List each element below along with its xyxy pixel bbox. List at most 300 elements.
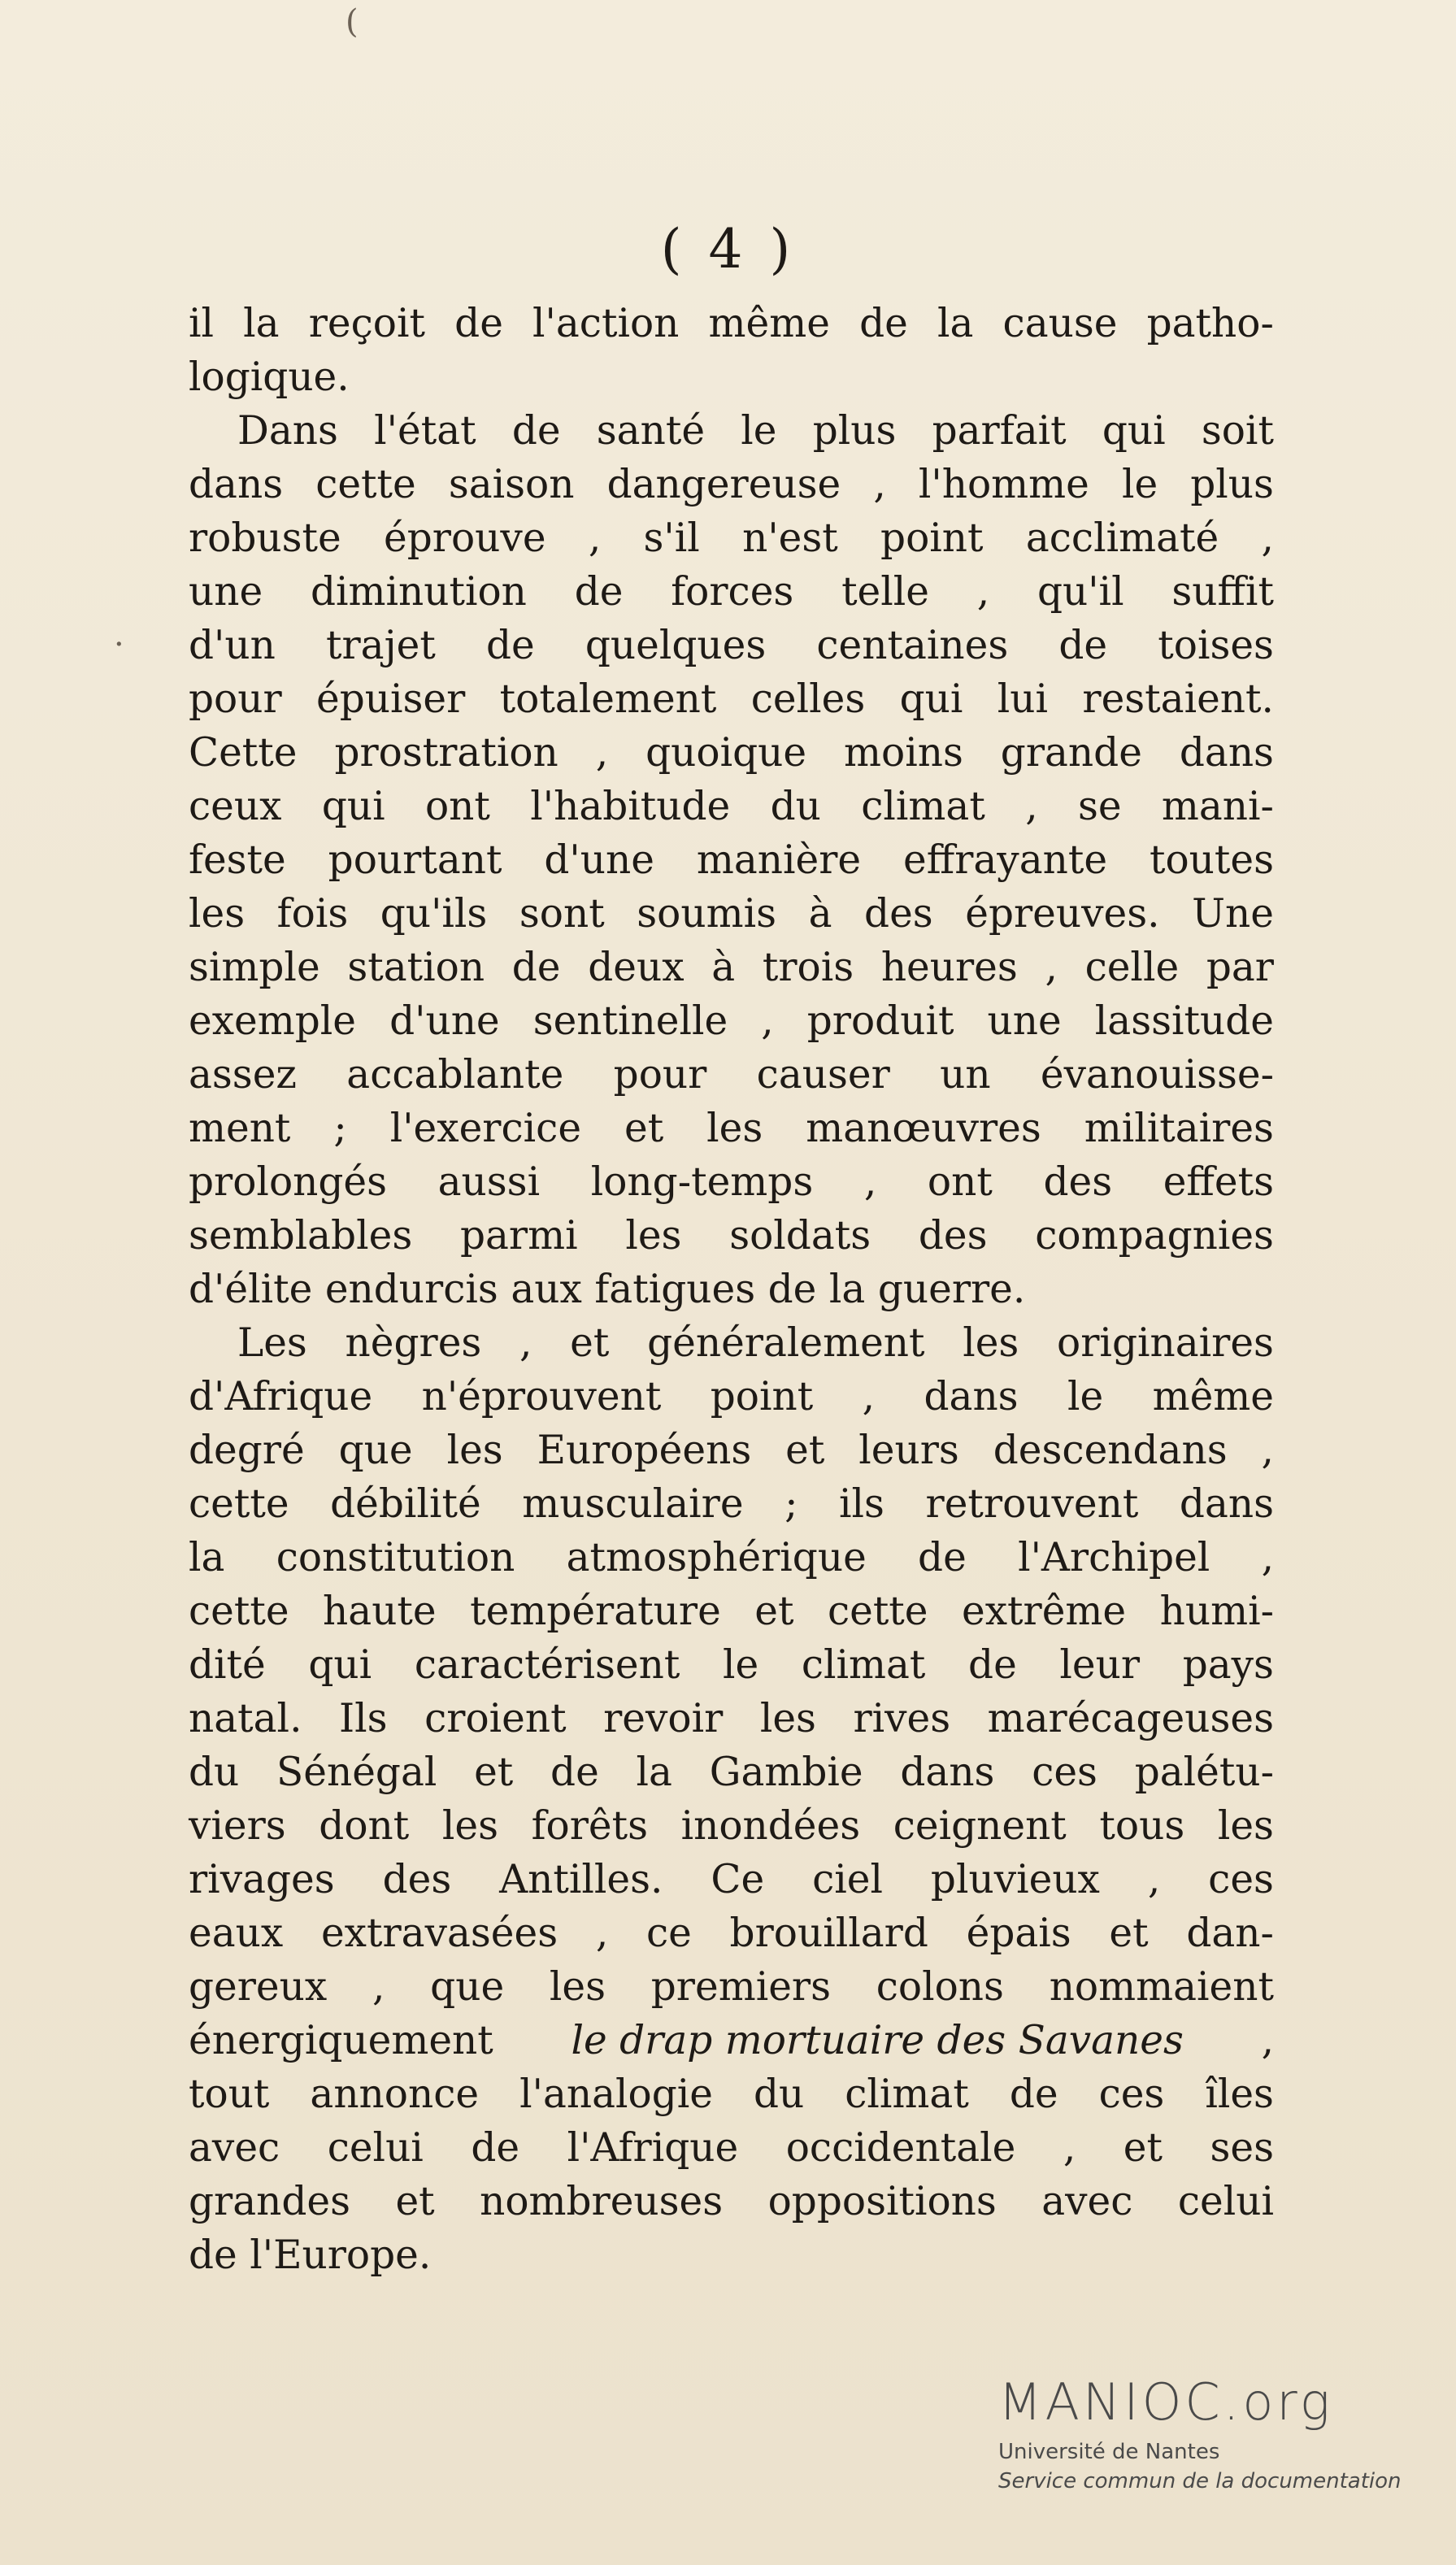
word: , (372, 1964, 385, 2010)
word: natal. (189, 1696, 302, 1741)
word: s'il (643, 515, 700, 561)
word: le (722, 1642, 759, 1688)
text-line (189, 1316, 1274, 1370)
text-line (189, 1048, 1274, 1102)
word: compagnies (1035, 1213, 1274, 1259)
word: santé (596, 408, 706, 454)
word: dan- (1186, 1911, 1274, 1956)
word: le drap mortuaire des Savanes (571, 2018, 1184, 2063)
word: Européens (537, 1428, 752, 1473)
text-line (189, 1960, 1274, 2014)
word: et (1123, 2125, 1163, 2171)
word: de (859, 301, 908, 346)
word: de (1009, 2072, 1058, 2117)
text-line (189, 2121, 1274, 2175)
word: , (1025, 784, 1038, 829)
word: toises (1158, 623, 1274, 668)
word: Sénégal (276, 1750, 437, 1795)
word: tous (1099, 1803, 1185, 1849)
word: îles (1205, 2072, 1274, 2117)
text-line (189, 1853, 1274, 1906)
word: des (918, 1213, 988, 1259)
word: et (754, 1589, 794, 1634)
text-line (189, 511, 1274, 565)
word: du (770, 784, 821, 829)
word: robuste (189, 515, 341, 561)
word: les (1217, 1803, 1274, 1849)
word: colons (876, 1964, 1004, 2010)
word: de (767, 1267, 817, 1312)
word: Ils (339, 1696, 388, 1741)
word: pour (189, 676, 282, 722)
word: quelques (585, 623, 767, 668)
word: militaires (1084, 1106, 1274, 1151)
word: Les (237, 1320, 307, 1366)
text-line (189, 2014, 1274, 2067)
word: l'état (374, 408, 476, 454)
word: de (968, 1642, 1017, 1688)
word: tout (189, 2072, 270, 2117)
manioc-watermark (998, 2374, 1421, 2496)
word: lui (997, 676, 1049, 722)
text-line (189, 1692, 1274, 1746)
word: nègres (345, 1320, 482, 1366)
word: , (873, 462, 886, 507)
word: climat (801, 1642, 926, 1688)
word: climat (845, 2072, 969, 2117)
word: brouillard (729, 1911, 928, 1956)
word: une (189, 569, 263, 615)
word: ses (1210, 2125, 1274, 2171)
word: dangereuse (606, 462, 841, 507)
text-line (189, 1531, 1274, 1585)
text-line (189, 1370, 1274, 1424)
word: ciel (812, 1857, 883, 1902)
word: dans (924, 1374, 1019, 1419)
word: ces (1208, 1857, 1274, 1902)
word: mani- (1161, 784, 1274, 829)
word: de (485, 623, 535, 668)
word: trajet (326, 623, 436, 668)
word: à (808, 891, 832, 937)
text-line (189, 404, 1274, 458)
word: sentinelle (532, 998, 728, 1044)
word: causer (756, 1052, 890, 1098)
word: saison (448, 462, 575, 507)
word: l'habitude (530, 784, 731, 829)
word: produit (806, 998, 954, 1044)
text-line (189, 2175, 1274, 2228)
word: cette (315, 462, 416, 507)
word: nombreuses (480, 2179, 724, 2224)
page-number: ( 4 ) (660, 218, 796, 280)
text-line (189, 350, 1274, 404)
word: diminution (310, 569, 527, 615)
word: les (706, 1106, 763, 1151)
word: ils (839, 1481, 884, 1527)
word: rivages (189, 1857, 335, 1902)
word: la (828, 1267, 866, 1312)
word: Dans (237, 408, 338, 454)
word: il (189, 301, 215, 346)
word: parfait (932, 408, 1067, 454)
word: l'analogie (519, 2072, 713, 2117)
word: aussi (437, 1159, 541, 1205)
word: qui (308, 1642, 372, 1688)
word: marécageuses (987, 1696, 1274, 1741)
text-line (189, 2067, 1274, 2121)
word: viers (189, 1803, 286, 1849)
word: et (624, 1106, 664, 1151)
word: , (588, 515, 602, 561)
text-line (189, 297, 1274, 350)
word: l'homme (918, 462, 1089, 507)
word: les (625, 1213, 682, 1259)
word: la (243, 301, 280, 346)
text-line (189, 1585, 1274, 1638)
word: la (636, 1750, 672, 1795)
text-line (189, 1102, 1274, 1155)
text-line (189, 941, 1274, 994)
word: restaient. (1082, 676, 1274, 722)
word: qui (899, 676, 963, 722)
text-line (189, 1477, 1274, 1531)
word: leur (1059, 1642, 1141, 1688)
word: quoique (645, 730, 807, 776)
word: retrouvent (925, 1481, 1139, 1527)
word: des (1043, 1159, 1113, 1205)
text-line (189, 726, 1274, 780)
word: grandes (189, 2179, 351, 2224)
word: et (785, 1428, 825, 1473)
word: épreuves. (965, 891, 1160, 937)
word: à (711, 945, 736, 990)
word: , (1261, 2018, 1274, 2063)
word: occidentale (785, 2125, 1016, 2171)
word: n'est (742, 515, 838, 561)
word: le (1067, 1374, 1104, 1419)
text-line (189, 1638, 1274, 1692)
word: dont (319, 1803, 410, 1849)
word: , (519, 1320, 532, 1366)
word: ment (189, 1106, 291, 1151)
word: musculaire (522, 1481, 744, 1527)
word: degré (189, 1428, 305, 1473)
word: revoir (603, 1696, 724, 1741)
word: effrayante (903, 837, 1108, 883)
word: débilité (330, 1481, 481, 1527)
text-line (189, 1209, 1274, 1263)
word: énergiquement (189, 2018, 493, 2063)
word: et (395, 2179, 435, 2224)
word: de (918, 1535, 967, 1580)
text-line (189, 1263, 1274, 1316)
word: des (864, 891, 933, 937)
word: originaires (1057, 1320, 1274, 1366)
word: sont (519, 891, 605, 937)
word: , (595, 1911, 609, 1956)
word: simple (189, 945, 320, 990)
word: caractérisent (414, 1642, 680, 1688)
text-line (189, 780, 1274, 833)
text-line (189, 1799, 1274, 1853)
word: Antilles. (499, 1857, 663, 1902)
word: avec (189, 2125, 280, 2171)
word: , (761, 998, 774, 1044)
word: prolongés (189, 1159, 388, 1205)
word: forêts (531, 1803, 648, 1849)
word: d'élite (189, 1267, 313, 1312)
word: plus (1190, 462, 1274, 507)
text-line (189, 565, 1274, 619)
word: l'action (532, 301, 680, 346)
word: soldats (729, 1213, 871, 1259)
word: , (862, 1374, 876, 1419)
word: semblables (189, 1213, 413, 1259)
word: fois (276, 891, 349, 937)
word: les (963, 1320, 1019, 1366)
word: toutes (1149, 837, 1274, 883)
word: dans (1179, 1481, 1274, 1527)
word: d'un (189, 623, 276, 668)
text-line (189, 672, 1274, 726)
word: qu'il (1037, 569, 1124, 615)
word: prostration (334, 730, 558, 776)
word: le (741, 408, 777, 454)
word: dans (1179, 730, 1274, 776)
word: dans (189, 462, 284, 507)
word: point (880, 515, 984, 561)
word: qui (1102, 408, 1166, 454)
word: et (474, 1750, 514, 1795)
word: l'Archipel (1018, 1535, 1210, 1580)
word: ; (785, 1481, 798, 1527)
word: n'éprouvent (421, 1374, 662, 1419)
word: et (570, 1320, 610, 1366)
word: aux (511, 1267, 582, 1312)
word: fatigues (594, 1267, 756, 1312)
word: épuiser (316, 676, 466, 722)
word: feste (189, 837, 286, 883)
word: croient (424, 1696, 567, 1741)
word: pourtant (328, 837, 502, 883)
word: d'une (544, 837, 654, 883)
text-line (189, 833, 1274, 887)
word: les (759, 1696, 816, 1741)
word: totalement (499, 676, 717, 722)
word: forces (671, 569, 794, 615)
word: soit (1201, 408, 1274, 454)
word: premiers (650, 1964, 831, 2010)
word: manœuvres (806, 1106, 1041, 1151)
word: , (863, 1159, 877, 1205)
word: du (189, 1750, 240, 1795)
word: ; (333, 1106, 347, 1151)
word: constitution (276, 1535, 515, 1580)
text-line (189, 994, 1274, 1048)
word: l'exercice (389, 1106, 582, 1151)
word: de (1058, 623, 1108, 668)
word: , (1045, 945, 1058, 990)
word: Cette (189, 730, 298, 776)
word: extrême (962, 1589, 1127, 1634)
word: haute (323, 1589, 437, 1634)
text-line (189, 2228, 1274, 2282)
word: celles (750, 676, 866, 722)
word: climat (861, 784, 985, 829)
word: ces (1098, 2072, 1165, 2117)
word: de (471, 2125, 520, 2171)
word: centaines (816, 623, 1009, 668)
word: qui (321, 784, 385, 829)
word: palétu- (1134, 1750, 1274, 1795)
word: d'une (389, 998, 500, 1044)
word: parmi (459, 1213, 578, 1259)
word: avec (1041, 2179, 1133, 2224)
word: lassitude (1094, 998, 1274, 1044)
word: celle (1084, 945, 1180, 990)
text-line (189, 619, 1274, 672)
word: nommaient (1049, 1964, 1274, 2010)
word: de (574, 569, 624, 615)
word: ceignent (893, 1803, 1067, 1849)
word: une (987, 998, 1062, 1044)
word: oppositions (767, 2179, 997, 2224)
word: même (708, 301, 830, 346)
word: que (430, 1964, 505, 2010)
word: atmosphérique (566, 1535, 867, 1580)
word: suffit (1171, 569, 1274, 615)
word: même (1152, 1374, 1274, 1419)
text-line (189, 458, 1274, 511)
word: température (470, 1589, 721, 1634)
word: l'Afrique (567, 2125, 739, 2171)
word: que (338, 1428, 413, 1473)
word: les (441, 1803, 498, 1849)
word: , (1261, 1535, 1274, 1580)
word: descendans (993, 1428, 1228, 1473)
manioc-logo: MANIOC.org (998, 2372, 1333, 2432)
word: grande (1000, 730, 1142, 776)
word: , (1261, 1428, 1274, 1473)
text-line (189, 887, 1274, 941)
word: par (1206, 945, 1274, 990)
word: accablante (346, 1052, 564, 1098)
word: généralement (647, 1320, 925, 1366)
word: extravasées (320, 1911, 558, 1956)
word: telle (841, 569, 929, 615)
word: , (595, 730, 609, 776)
word: , (1261, 515, 1274, 561)
word: acclimaté (1025, 515, 1219, 561)
word: ont (424, 784, 490, 829)
word: cette (827, 1589, 928, 1634)
word: , (1147, 1857, 1161, 1902)
word: soumis (637, 891, 776, 937)
word: les (549, 1964, 606, 2010)
word: moins (844, 730, 963, 776)
word: de (454, 301, 503, 346)
word: heures (880, 945, 1018, 990)
word: se (1077, 784, 1122, 829)
word: pays (1182, 1642, 1274, 1688)
word: de (511, 945, 561, 990)
word: éprouve (384, 515, 546, 561)
word: , (976, 569, 990, 615)
word: trois (762, 945, 854, 990)
word: un (940, 1052, 991, 1098)
text-line (189, 1155, 1274, 1209)
word: ont (927, 1159, 993, 1205)
word: évanouisse- (1040, 1052, 1274, 1098)
word: celui (1177, 2179, 1274, 2224)
text-line (189, 1906, 1274, 1960)
word: point (710, 1374, 814, 1419)
word: celui (327, 2125, 424, 2171)
word: , (1063, 2125, 1076, 2171)
word: plus (812, 408, 897, 454)
word: Gambie (709, 1750, 863, 1795)
text-line (189, 1746, 1274, 1799)
paper-mark: ( (346, 3, 359, 41)
word: pluvieux (930, 1857, 1100, 1902)
word: Ce (711, 1857, 765, 1902)
word: inondées (680, 1803, 861, 1849)
body-text (189, 297, 1274, 2282)
word: logique. (189, 354, 350, 400)
word: la (189, 1535, 225, 1580)
word: dans (900, 1750, 995, 1795)
word: les (446, 1428, 503, 1473)
word: assez (189, 1052, 297, 1098)
word: station (347, 945, 485, 990)
word: manière (696, 837, 862, 883)
word: annonce (310, 2072, 480, 2117)
word: d'Afrique (189, 1374, 373, 1419)
word: effets (1163, 1159, 1274, 1205)
word: patho- (1146, 301, 1274, 346)
word: exemple (189, 998, 357, 1044)
text-line (189, 1424, 1274, 1477)
word: les (189, 891, 246, 937)
word: de (511, 408, 561, 454)
word: leurs (858, 1428, 959, 1473)
word: reçoit (308, 301, 426, 346)
word: guerre. (877, 1267, 1026, 1312)
word: de (550, 1750, 599, 1795)
word: dité (189, 1642, 266, 1688)
word: ce (645, 1911, 692, 1956)
word: du (753, 2072, 805, 2117)
word: cette (189, 1589, 289, 1634)
word: qu'ils (380, 891, 488, 937)
word: ces (1032, 1750, 1097, 1795)
word: de (189, 2232, 237, 2278)
word: rives (853, 1696, 951, 1741)
word: pour (613, 1052, 707, 1098)
paper-mark: · (114, 626, 124, 663)
watermark-university: Université de Nantes (998, 2440, 1220, 2464)
word: le (1121, 462, 1158, 507)
word: l'Europe. (250, 2232, 432, 2278)
word: cette (189, 1481, 289, 1527)
word: ceux (189, 784, 282, 829)
word: Une (1192, 891, 1274, 937)
word: endurcis (324, 1267, 498, 1312)
word: cause (1002, 301, 1118, 346)
watermark-service: Service commun de la documentation (998, 2469, 1402, 2493)
word: et (1109, 1911, 1149, 1956)
